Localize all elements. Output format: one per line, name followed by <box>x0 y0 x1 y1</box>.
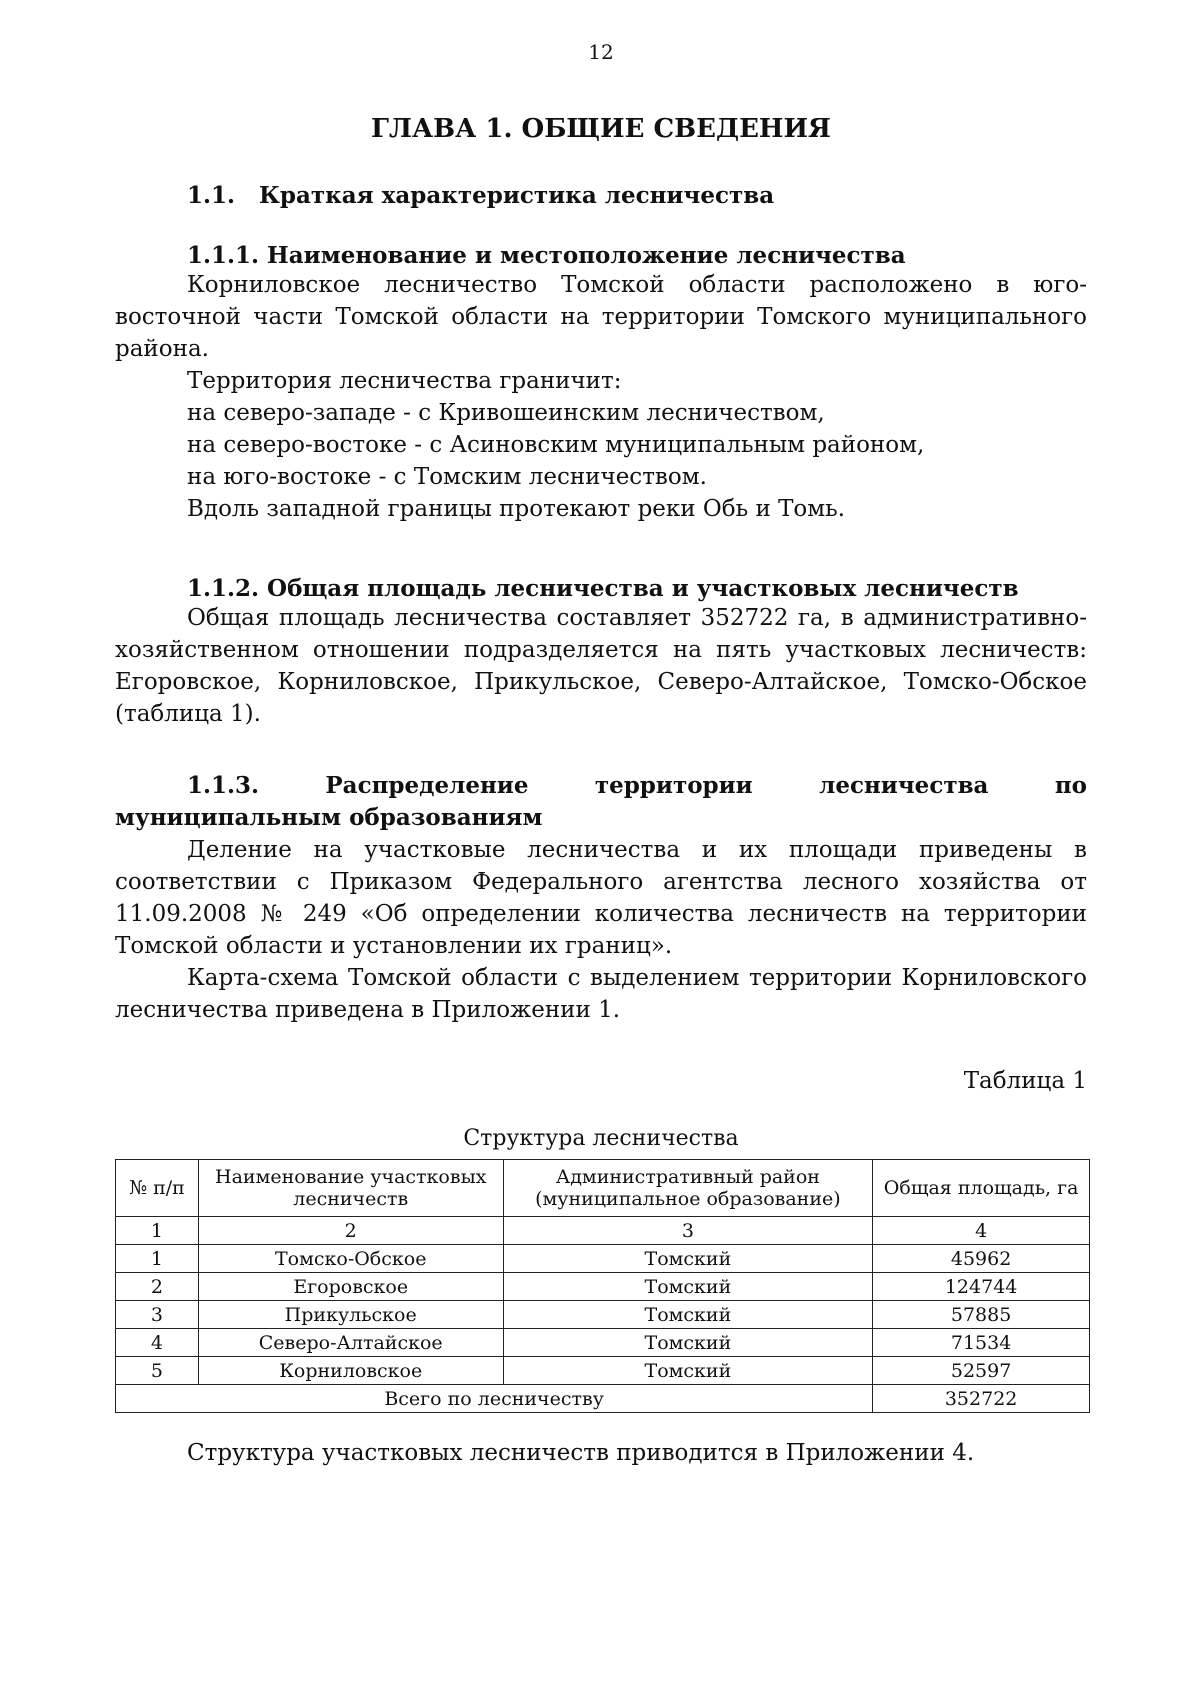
borders-intro: Территория лесничества граничит: <box>187 368 622 394</box>
header-area: Общая площадь, га <box>873 1160 1090 1217</box>
row-area: 124744 <box>873 1273 1090 1301</box>
table-title: Структура лесничества <box>463 1126 739 1151</box>
row-name: Северо-Алтайское <box>198 1329 503 1357</box>
section-1-1-3-title: 1.1.3. Распределение территории лесничества по муниципальным образованиям <box>115 772 1087 831</box>
section-1-1-number: 1.1. <box>187 182 236 209</box>
row-num: 2 <box>116 1273 199 1301</box>
header-name: Наименование участковых лесничеств <box>198 1160 503 1217</box>
header-district: Административный район (муниципальное образование) <box>503 1160 873 1217</box>
column-number: 3 <box>503 1217 873 1245</box>
row-num: 5 <box>116 1357 199 1385</box>
row-district: Томский <box>503 1301 873 1329</box>
area-paragraph: Общая площадь лесничества составляет 352722 га, в административно-хозяйственном отношении подразделяется на пять участковых лесничеств: Егоровское, Корниловское, Прикульское, Северо-Алтайское, Томско-Обское (таблица 1). <box>115 605 1087 727</box>
border-northwest: на северо-западе - с Кривошеинским лесничеством, <box>187 400 825 426</box>
section-1-1-1 <box>115 242 1087 525</box>
table-row <box>116 1329 1090 1357</box>
appendix-note: Структура участковых лесничеств приводится в Приложении 4. <box>187 1440 975 1466</box>
column-number: 2 <box>198 1217 503 1245</box>
row-district: Томский <box>503 1245 873 1273</box>
table-total-row <box>116 1385 1090 1413</box>
row-district: Томский <box>503 1329 873 1357</box>
column-number: 1 <box>116 1217 199 1245</box>
map-paragraph: Карта-схема Томской области с выделением территории Корниловского лесничества приведена в Приложении 1. <box>115 965 1087 1023</box>
row-num: 1 <box>116 1245 199 1273</box>
row-area: 52597 <box>873 1357 1090 1385</box>
row-num: 4 <box>116 1329 199 1357</box>
row-name: Корниловское <box>198 1357 503 1385</box>
table-row <box>116 1245 1090 1273</box>
section-1-1-1-title: 1.1.1. Наименование и местоположение лесничества <box>187 242 906 269</box>
total-label: Всего по лесничеству <box>116 1385 873 1413</box>
row-area: 71534 <box>873 1329 1090 1357</box>
table-row <box>116 1273 1090 1301</box>
section-1-1-title: Краткая характеристика лесничества <box>259 182 775 209</box>
section-1-1-heading <box>187 182 774 209</box>
column-number-row <box>116 1217 1090 1245</box>
table-row <box>116 1301 1090 1329</box>
row-district: Томский <box>503 1273 873 1301</box>
row-name: Прикульское <box>198 1301 503 1329</box>
row-name: Егоровское <box>198 1273 503 1301</box>
location-paragraph: Корниловское лесничество Томской области расположено в юго-восточной части Томской области на территории Томского муниципального района. <box>115 272 1087 362</box>
total-value: 352722 <box>873 1385 1090 1413</box>
section-1-1-2 <box>115 575 1087 730</box>
chapter-title: ГЛАВА 1. ОБЩИЕ СВЕДЕНИЯ <box>371 114 831 144</box>
forestry-structure-table <box>115 1159 1090 1413</box>
row-area: 45962 <box>873 1245 1090 1273</box>
page-number: 12 <box>588 40 614 64</box>
border-northeast: на северо-востоке - с Асиновским муниципальным районом, <box>187 432 925 458</box>
table-label: Таблица 1 <box>963 1068 1087 1094</box>
rivers-text: Вдоль западной границы протекают реки Обь и Томь. <box>187 496 846 522</box>
column-number: 4 <box>873 1217 1090 1245</box>
division-paragraph: Деление на участковые лесничества и их площади приведены в соответствии с Приказом Федерального агентства лесного хозяйства от 11.09.2008 № 249 «Об определении количества лесничеств на территории Томской области и установлении их границ». <box>115 837 1087 959</box>
row-area: 57885 <box>873 1301 1090 1329</box>
table-row <box>116 1357 1090 1385</box>
section-1-1-3 <box>115 770 1087 1026</box>
table-header-row <box>116 1160 1090 1217</box>
row-name: Томско-Обское <box>198 1245 503 1273</box>
section-1-1-2-title: 1.1.2. Общая площадь лесничества и участковых лесничеств <box>187 575 1019 602</box>
border-southeast: на юго-востоке - с Томским лесничеством. <box>187 464 707 490</box>
row-district: Томский <box>503 1357 873 1385</box>
row-num: 3 <box>116 1301 199 1329</box>
header-num: № п/п <box>116 1160 199 1217</box>
